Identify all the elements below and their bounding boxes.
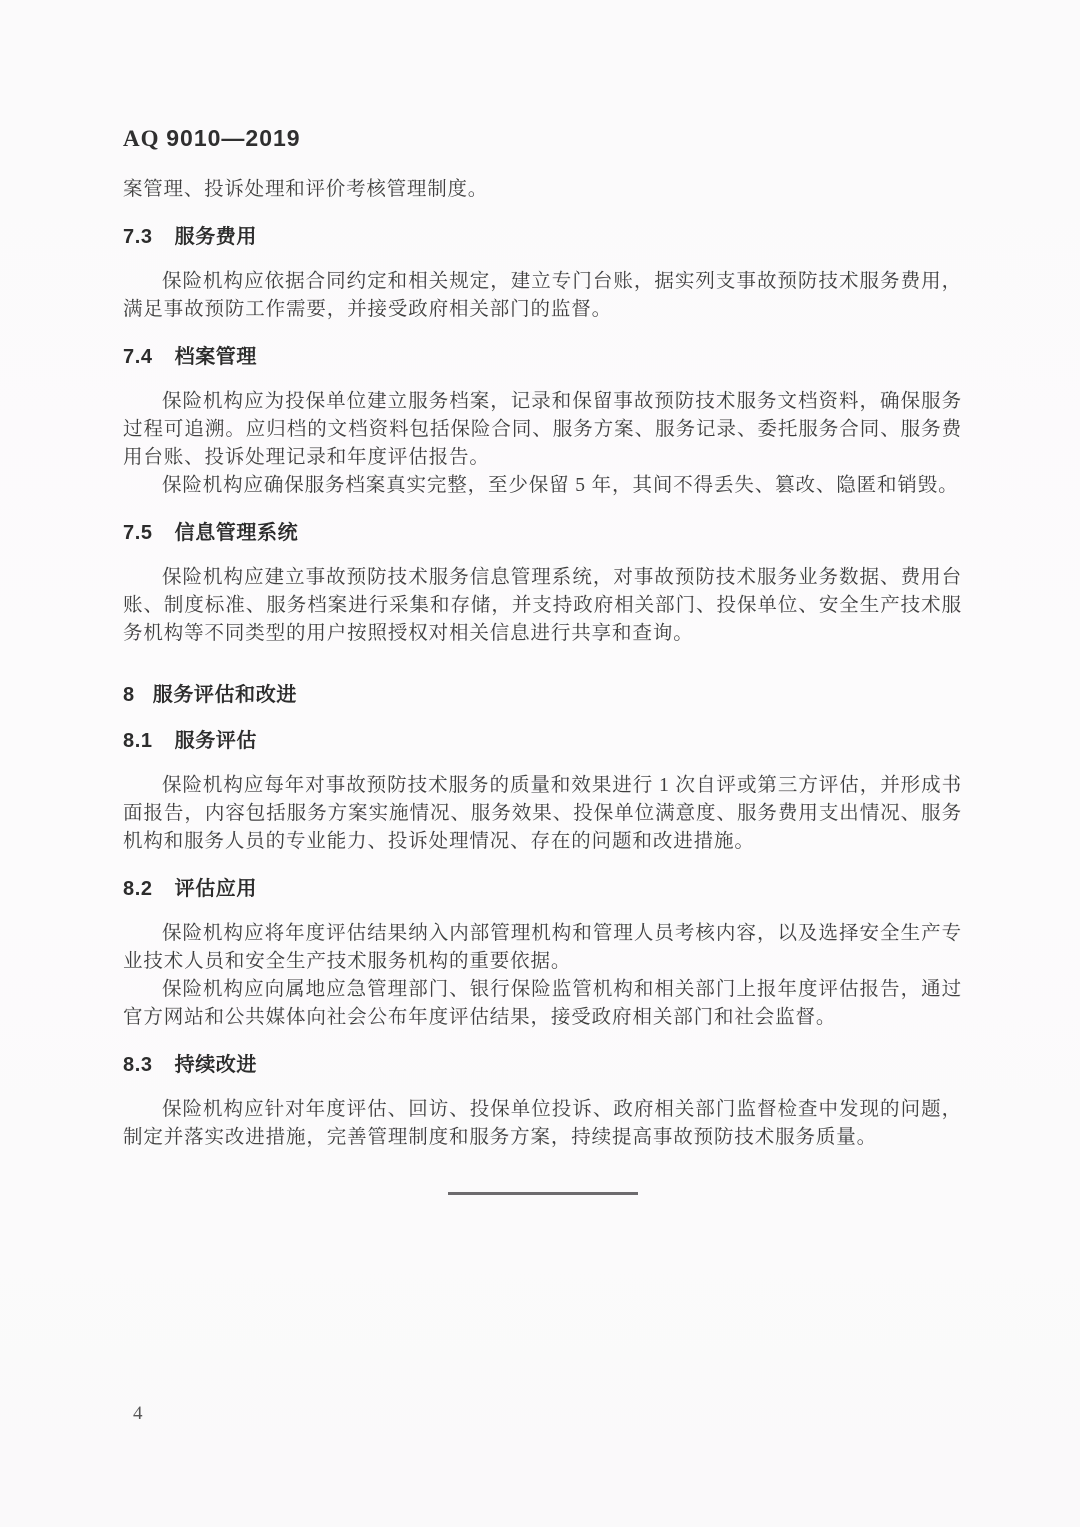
section-heading [123, 224, 962, 250]
section-title: 服务费用 [174, 226, 258, 248]
section-7-5 [123, 520, 962, 648]
standard-code-number: 9010—2019 [166, 125, 301, 151]
section-number: 8.2 [123, 878, 153, 900]
paragraph: 保险机构应将年度评估结果纳入内部管理机构和管理人员考核内容，以及选择安全生产专业技术人员和安全生产技术服务机构的重要依据。 [123, 923, 962, 972]
section-heading [123, 344, 962, 370]
page-number: 4 [133, 1403, 143, 1424]
section-title: 持续改进 [174, 1054, 258, 1076]
chapter-title: 服务评估和改进 [152, 684, 297, 706]
chapter-number: 8 [123, 684, 135, 706]
section-number: 7.4 [123, 346, 153, 368]
section-title: 服务评估 [174, 730, 258, 752]
paragraph: 保险机构应建立事故预防技术服务信息管理系统，对事故预防技术服务业务数据、费用台账、制度标准、服务档案进行采集和存储，并支持政府相关部门、投保单位、安全生产技术服务机构等不同类型的用户按照授权对相关信息进行共享和查询。 [123, 567, 962, 644]
section-number: 7.5 [123, 522, 153, 544]
paragraph: 保险机构应为投保单位建立服务档案，记录和保留事故预防技术服务文档资料，确保服务过程可追溯。应归档的文档资料包括保险合同、服务方案、服务记录、委托服务合同、服务费用台账、投诉处理记录和年度评估报告。 [123, 391, 962, 468]
chapter-heading [123, 682, 962, 708]
section-number: 8.1 [123, 730, 153, 752]
paragraph: 保险机构应确保服务档案真实完整，至少保留 5 年，其间不得丢失、篡改、隐匿和销毁。 [162, 475, 959, 496]
section-number: 8.3 [123, 1054, 153, 1076]
section-8-2 [123, 876, 962, 1032]
section-8-3 [123, 1052, 962, 1152]
standard-code-prefix: AQ [123, 126, 160, 151]
section-8-1 [123, 728, 962, 856]
section-heading [123, 728, 962, 754]
section-7-3 [123, 224, 962, 324]
standard-code-header [123, 125, 962, 152]
paragraph: 保险机构应向属地应急管理部门、银行保险监管机构和相关部门上报年度评估报告，通过官方网站和公共媒体向社会公布年度评估结果，接受政府相关部门和社会监督。 [123, 979, 962, 1028]
section-heading [123, 1052, 962, 1078]
section-title: 评估应用 [174, 878, 258, 900]
section-title: 档案管理 [174, 346, 258, 368]
end-of-text-rule [448, 1192, 638, 1195]
paragraph: 保险机构应每年对事故预防技术服务的质量和效果进行 1 次自评或第三方评估，并形成书面报告，内容包括服务方案实施情况、服务效果、投保单位满意度、服务费用支出情况、服务机构和服务人员的专业能力、投诉处理情况、存在的问题和改进措施。 [123, 775, 962, 852]
paragraph: 保险机构应针对年度评估、回访、投保单位投诉、政府相关部门监督检查中发现的问题，制定并落实改进措施，完善管理制度和服务方案，持续提高事故预防技术服务质量。 [123, 1099, 962, 1148]
continuation-text: 案管理、投诉处理和评价考核管理制度。 [123, 179, 489, 200]
chapter-8 [123, 682, 962, 708]
section-7-4 [123, 344, 962, 500]
section-number: 7.3 [123, 226, 153, 248]
paragraph: 保险机构应依据合同约定和相关规定，建立专门台账，据实列支事故预防技术服务费用，满足事故预防工作需要，并接受政府相关部门的监督。 [123, 271, 962, 320]
section-heading [123, 520, 962, 546]
section-heading [123, 876, 962, 902]
section-title: 信息管理系统 [174, 522, 299, 544]
